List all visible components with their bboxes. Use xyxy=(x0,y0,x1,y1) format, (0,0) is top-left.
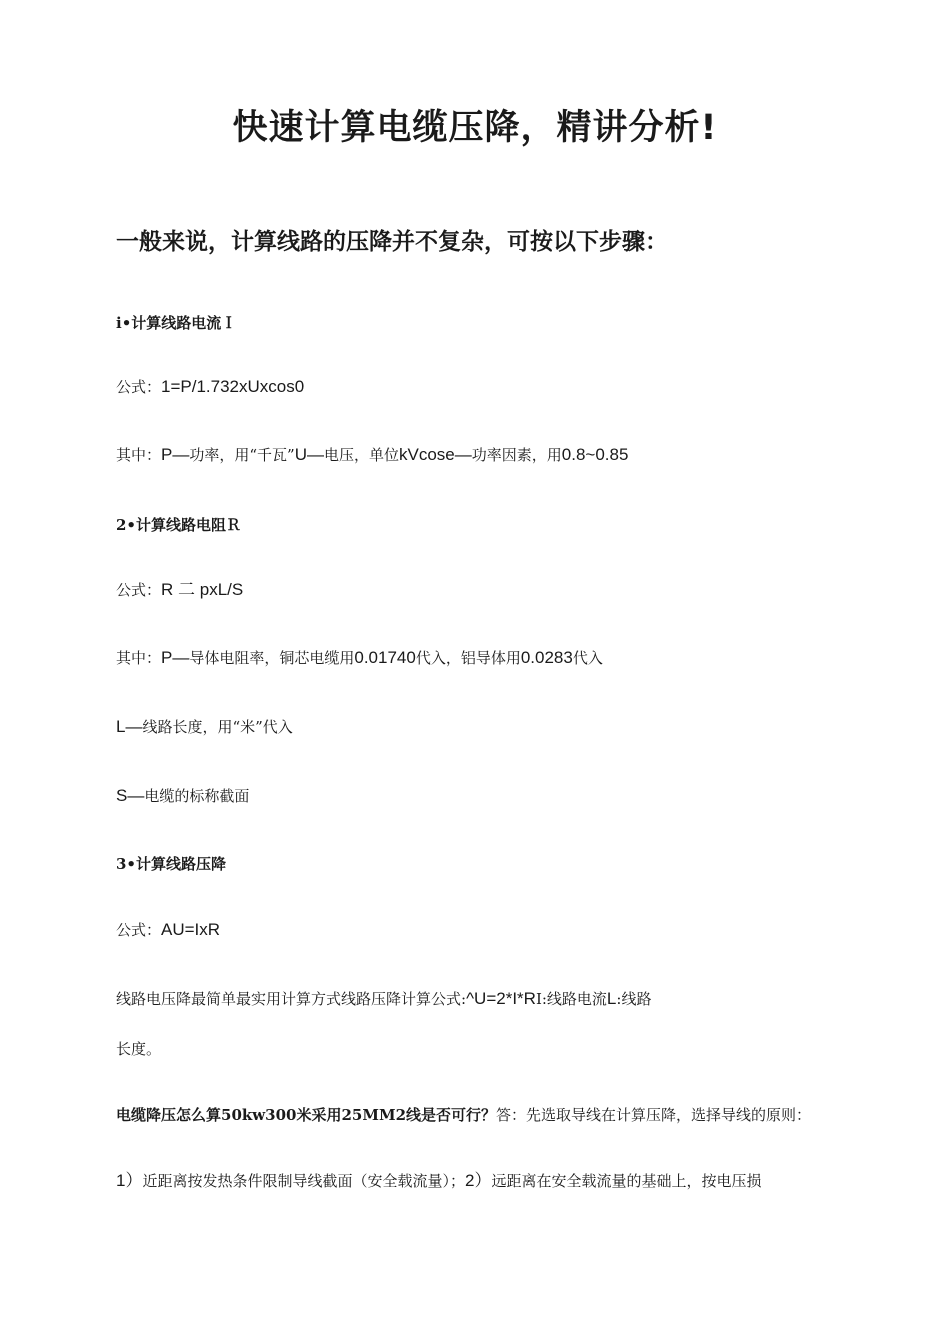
simple-method-line xyxy=(116,988,651,1010)
document-title: 快速计算电缆压降，精讲分析! xyxy=(232,108,718,148)
answer-text: 答：先选取导线在计算压降，选择导线的原则： xyxy=(496,1106,812,1124)
note-symbol: P— xyxy=(161,445,190,464)
note-text: 其中： xyxy=(116,446,162,464)
note-value: 0.01740 xyxy=(354,648,416,667)
formula-text: AU=IxR xyxy=(161,920,221,939)
note-symbol: L xyxy=(606,989,617,1008)
note-text: 电压，单位 xyxy=(323,446,399,464)
step2-formula xyxy=(116,579,243,601)
principle-line xyxy=(116,1170,761,1192)
question-text: 电缆降压怎么算50kw300米采用25MM2线是否可行？ xyxy=(116,1106,497,1124)
paragraph-text: 远距离在安全载流量的基础上，按电压损 xyxy=(491,1172,762,1190)
formula-text: 1=P/1.732xUxcos0 xyxy=(161,377,305,396)
step1-note xyxy=(116,444,628,466)
question-line xyxy=(116,1104,811,1126)
note-text: 代入，铝导体用 xyxy=(415,649,521,667)
list-marker: 2） xyxy=(464,1171,492,1190)
note-text: 电缆的标称截面 xyxy=(144,787,250,805)
note-text: 代入 xyxy=(572,649,603,667)
note-text: 其中： xyxy=(116,649,162,667)
note-text: 功率因素，用 xyxy=(471,446,562,464)
note-value: 0.8~0.85 xyxy=(561,445,629,464)
paragraph-text: 近距离按发热条件限制导线截面（安全载流量）； xyxy=(142,1172,465,1190)
formula-label: 公式： xyxy=(116,581,162,599)
note-text: 功率，用“千瓦” xyxy=(189,446,295,464)
note-symbol: kVcose— xyxy=(399,445,472,464)
paragraph-text: I:线路电流 xyxy=(535,990,607,1008)
document-subtitle: 一般来说，计算线路的压降并不复杂，可按以下步骤： xyxy=(116,229,668,255)
step2-heading: 2•计算线路电阻Ｒ xyxy=(116,516,242,534)
note-symbol: S— xyxy=(116,786,145,805)
note-value: 0.0283 xyxy=(520,648,573,667)
step2-section-def xyxy=(116,785,249,807)
step3-formula xyxy=(116,919,220,941)
paragraph-text: 线路电压降最简单最实用计算方式线路压降计算公式: xyxy=(116,990,467,1008)
step3-heading: 3•计算线路压降 xyxy=(116,855,227,873)
formula-label: 公式： xyxy=(116,378,162,396)
formula-text: R 二 pxL/S xyxy=(161,580,244,599)
simple-method-cont: 长度。 xyxy=(116,1040,162,1058)
paragraph-text: :线路 xyxy=(616,990,652,1008)
step1-heading: i•计算线路电流Ｉ xyxy=(116,314,237,332)
step1-formula xyxy=(116,376,304,398)
note-symbol: P— xyxy=(161,648,190,667)
step2-note xyxy=(116,647,603,669)
formula-text: ^U=2*I*R xyxy=(466,989,536,1008)
formula-label: 公式： xyxy=(116,921,162,939)
note-text: 导体电阻率，铜芯电缆用 xyxy=(189,649,355,667)
step2-length-def xyxy=(116,716,293,738)
note-text: 线路长度，用“米”代入 xyxy=(142,718,293,736)
note-symbol: L— xyxy=(116,717,143,736)
list-marker: 1） xyxy=(116,1171,143,1190)
note-symbol: U— xyxy=(294,445,324,464)
